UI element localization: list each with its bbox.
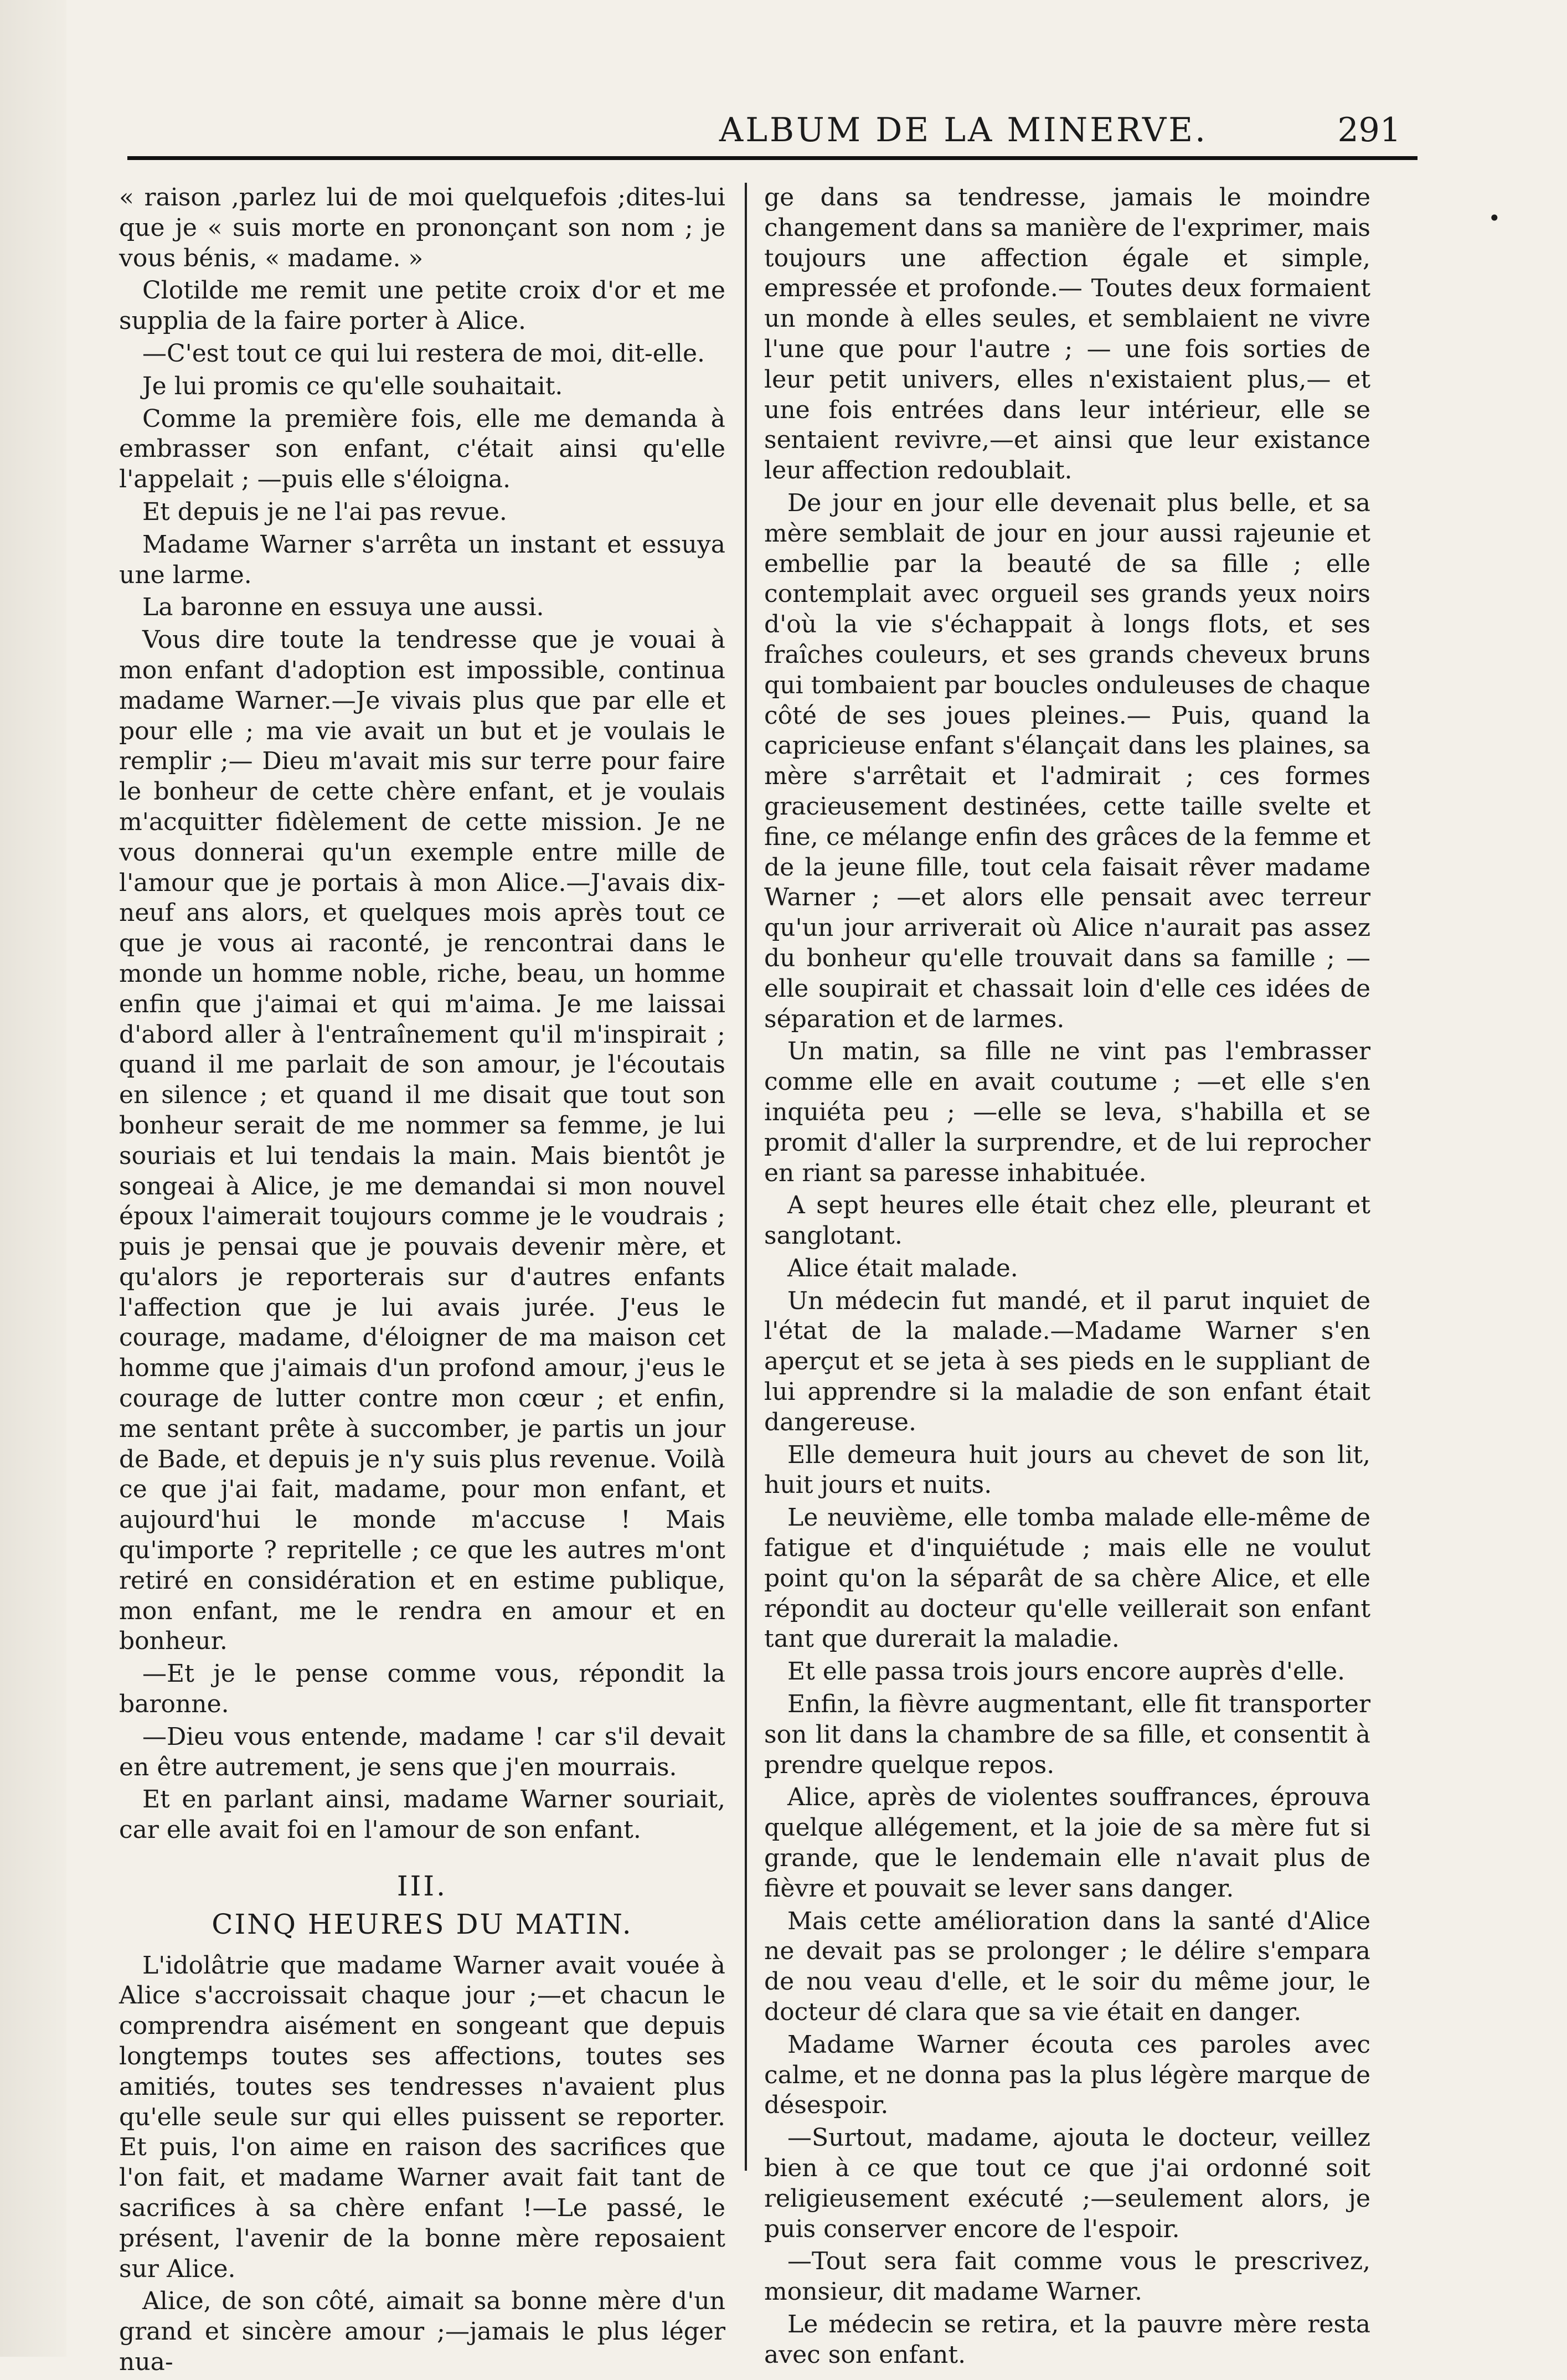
paragraph: « raison ,parlez lui de moi quelquefois ;dites-lui que je « suis morte en prononçant son nom ; je vous bénis, « madame. »: [119, 183, 725, 272]
paragraph: —Dieu vous entende, madame ! car s'il devait en être autrement, je sens que j'en mourrais.: [119, 1722, 725, 1781]
paragraph: L'idolâtrie que madame Warner avait vouée à Alice s'accroissait chaque jour ;—et chacun le comprendra aisément en songeant que depuis longtemps toutes ses affections, toutes ses amitiés, toutes ses tendresses n'avaient plus qu'elle seule sur qui elles puissent se reporter. Et puis, l'on aime en raison des sacrifices que l'on fait, et madame Warner avait fait tant de sacrifices à sa chère enfant !—Le passé, le présent, l'avenir de la bonne mère reposaient sur Alice.: [119, 1951, 725, 2283]
paragraph: Elle demeura huit jours au chevet de son lit, huit jours et nuits.: [764, 1440, 1370, 1500]
paragraph: Comme la première fois, elle me demanda à embrasser son enfant, c'était ainsi qu'elle l'appelait ; —puis elle s'éloigna.: [119, 404, 725, 494]
header-rule: [127, 156, 1417, 160]
left-column: [119, 183, 725, 2380]
stray-mark: •: [1488, 206, 1501, 230]
paragraph: Alice était malade.: [787, 1254, 1018, 1282]
paragraph: Madame Warner écouta ces paroles avec calme, et ne donna pas la plus légère marque de désespoir.: [764, 2030, 1370, 2120]
paragraph: —Et je le pense comme vous, répondit la baronne.: [119, 1660, 725, 1719]
column-divider: [745, 183, 747, 2171]
paragraph: Et en parlant ainsi, madame Warner souriait, car elle avait foi en l'amour de son enfant.: [119, 1785, 725, 1845]
paragraph: Alice, après de violentes souffrances, éprouva quelque allégement, et la joie de sa mère fut si grande, que le lendemain elle n'avait plus de fièvre et pouvait se lever sans danger.: [764, 1783, 1370, 1903]
section-number: III.: [396, 1870, 448, 1903]
paragraph: ge dans sa tendresse, jamais le moindre changement dans sa manière de l'exprimer, mais toujours une affection égale et simple, empressée et profonde.— Toutes deux formaient un monde à elles seules, et semblaient ne vivre l'une que pour l'autre ; — une fois sorties de leur petit univers, elles n'existaient plus,— et une fois entrées dans leur intérieur, elle se sentaient revivre,—et ainsi que leur existance leur affection redoublait.: [764, 183, 1370, 485]
paragraph: Le médecin se retira, et la pauvre mère resta avec son enfant.: [764, 2310, 1370, 2369]
paragraph: Je lui promis ce qu'elle souhaitait.: [142, 372, 563, 400]
paragraph: Et depuis je ne l'ai pas revue.: [142, 497, 507, 526]
page-number: 291: [1337, 111, 1401, 150]
right-column: [764, 183, 1370, 2373]
running-header: ALBUM DE LA MINERVE.: [719, 111, 1208, 150]
paragraph: A sept heures elle était chez elle, pleurant et sanglotant.: [764, 1191, 1370, 1250]
paragraph: Enfin, la fièvre augmentant, elle fit transporter son lit dans la chambre de sa fille, et consentit à prendre quelque repos.: [764, 1690, 1370, 1779]
paragraph: —Tout sera fait comme vous le prescrivez, monsieur, dit madame Warner.: [764, 2247, 1370, 2306]
paragraph: Un médecin fut mandé, et il parut inquiet de l'état de la malade.—Madame Warner s'en aperçut et se jeta à ses pieds en le suppliant de lui apprendre si la maladie de son enfant était dangereuse.: [764, 1286, 1370, 1436]
paragraph: Madame Warner s'arrêta un instant et essuya une larme.: [119, 530, 725, 589]
paragraph: La baronne en essuya une aussi.: [142, 593, 544, 622]
paragraph: Alice, de son côté, aimait sa bonne mère d'un grand et sincère amour ;—jamais le plus léger nua-: [119, 2287, 725, 2376]
paragraph: Vous dire toute la tendresse que je vouai à mon enfant d'adoption est impossible, continua madame Warner.—Je vivais plus que par elle et pour elle ; ma vie avait un but et je voulais le remplir ;— Dieu m'avait mis sur terre pour faire le bonheur de cette chère enfant, et je voulais m'acquitter fidèlement de cette mission. Je ne vous donnerai qu'un exemple entre mille de l'amour que je portais à mon Alice.—J'avais dix-neuf ans alors, et quelques mois après tout ce que je vous ai raconté, je rencontrai dans le monde un homme noble, riche, beau, un homme enfin que j'aimai et qui m'aima. Je me laissai d'abord aller à l'entraînement qu'il m'inspirait ; quand il me parlait de son amour, je l'écoutais en silence ; et quand il me disait que tout son bonheur serait de me nommer sa femme, je lui souriais et lui tendais la main. Mais bientôt je songeai à Alice, je me demandai si mon nouvel époux l'aimerait toujours comme je le voudrais ; puis je pensai que je pouvais devenir mère, et qu'alors je reporterais sur d'autres enfants l'affection que je lui avais jurée. J'eus le courage, madame, d'éloigner de ma maison cet homme que j'aimais d'un profond amour, j'eus le courage de lutter contre mon cœur ; et enfin, me sentant prête à succomber, je partis un jour de Bade, et depuis je n'y suis plus revenue. Voilà ce que j'ai fait, madame, pour mon enfant, et aujourd'hui le monde m'accuse ! Mais qu'importe ? repritelle ; ce que les autres m'ont retiré en considération et en estime publique, mon enfant, me le rendra en amour et en bonheur.: [119, 626, 725, 1656]
paragraph: Un matin, sa fille ne vint pas l'embrasser comme elle en avait coutume ; —et elle s'en inquiéta peu ; —elle se leva, s'habilla et se promit d'aller la surprendre, et de lui reprocher en riant sa paresse inhabituée.: [764, 1037, 1370, 1187]
page-binding-edge: [0, 0, 66, 2357]
section-title: CINQ HEURES DU MATIN.: [212, 1908, 633, 1940]
paragraph: Le neuvième, elle tomba malade elle-même de fatigue et d'inquiétude ; mais elle ne voulut point qu'on la séparât de sa chère Alice, et elle répondit au docteur qu'elle veillerait son enfant tant que durerait la maladie.: [764, 1503, 1370, 1653]
paragraph: Et elle passa trois jours encore auprès d'elle.: [787, 1657, 1346, 1686]
paragraph: De jour en jour elle devenait plus belle, et sa mère semblait de jour en jour aussi rajeunie et embellie par la beauté de sa fille ; elle contemplait avec orgueil ses grands yeux noirs d'où la vie s'échappait à longs flots, et ses fraîches couleurs, et ses grands cheveux bruns qui tombaient par boucles onduleuses de chaque côté de ses joues pleines.— Puis, quand la capricieuse enfant s'élançait dans les plaines, sa mère s'arrêtait et l'admirait ; ces formes gracieusement destinées, cette taille svelte et fine, ce mélange enfin des grâces de la femme et de la jeune fille, tout cela faisait rêver madame Warner ; —et alors elle pensait avec terreur qu'un jour arriverait où Alice n'aurait pas assez du bonheur qu'elle trouvait dans sa famille ; —elle soupirait et chassait loin d'elle ces idées de séparation et de larmes.: [764, 488, 1370, 1033]
paragraph: —C'est tout ce qui lui restera de moi, dit-elle.: [142, 339, 705, 368]
paragraph: Mais cette amélioration dans la santé d'Alice ne devait pas se prolonger ; le délire s'empara de nou veau d'elle, et le soir du même jour, le docteur dé clara que sa vie était en danger.: [764, 1907, 1370, 2027]
paragraph: Clotilde me remit une petite croix d'or et me supplia de la faire porter à Alice.: [119, 276, 725, 336]
paragraph: —Surtout, madame, ajouta le docteur, veillez bien à ce que tout ce que j'ai ordonné soit religieusement exécuté ;—seulement alors, je puis conserver encore de l'espoir.: [764, 2124, 1370, 2243]
